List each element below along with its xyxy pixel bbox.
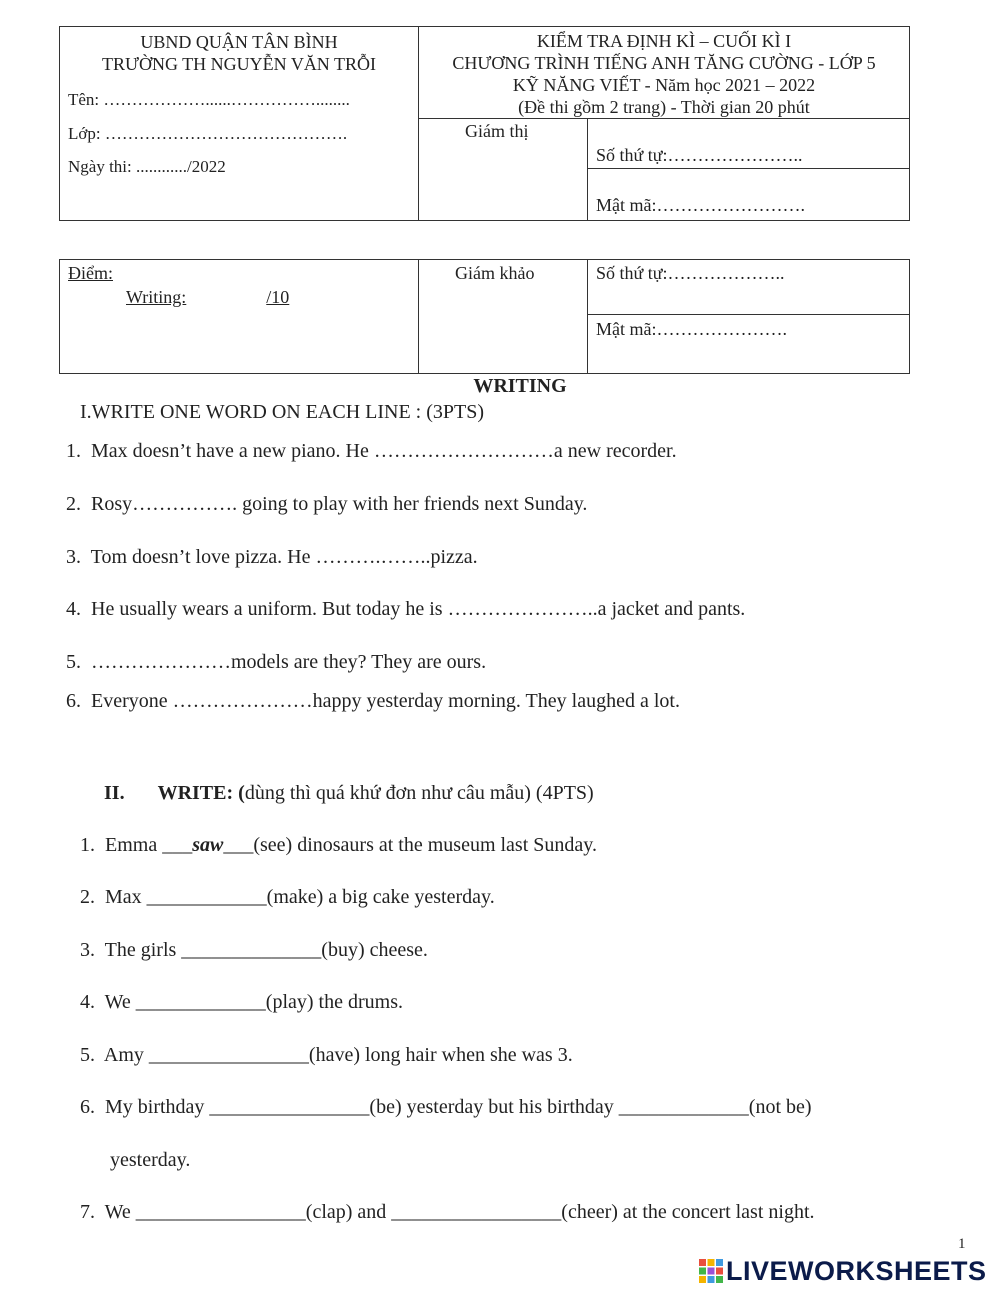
list-item: 4. We _____________(play) the drums. — [80, 991, 403, 1013]
question-text[interactable]: Tom doesn’t love pizza. He ……….……..pizza. — [90, 546, 478, 568]
question-text[interactable]: The girls ______________(buy) cheese. — [104, 939, 428, 961]
score-label: Điểm: — [68, 263, 113, 283]
serial-cell-2 — [588, 260, 910, 315]
proctor-cell — [419, 119, 588, 221]
examiner-cell — [419, 260, 588, 374]
list-item: 5. Amy ________________(have) long hair when she was 3. — [80, 1044, 573, 1066]
question-text[interactable]: We _________________(clap) and _________________(cheer) at the concert last night. — [104, 1201, 815, 1223]
example-item: 1. Emma ___saw___(see) dinosaurs at the museum last Sunday. — [80, 834, 597, 856]
score-table — [59, 259, 910, 374]
writing-score-field[interactable]: /10 — [266, 287, 290, 307]
school-name: TRƯỜNG TH NGUYỄN VĂN TRỖI — [102, 54, 376, 74]
exam-title-cell — [419, 27, 910, 119]
writing-title: WRITING — [473, 375, 567, 397]
score-cell — [60, 260, 419, 374]
list-item-continuation — [110, 1149, 190, 1172]
question-text[interactable]: My birthday ________________(be) yesterday but his birthday _____________(not be) — [105, 1096, 812, 1118]
exam-title: KIỂM TRA ĐỊNH KÌ – CUỐI KÌ I — [536, 31, 792, 51]
logo-blocks-icon — [698, 1258, 724, 1284]
list-item: 3. The girls ______________(buy) cheese. — [80, 939, 428, 961]
name-field[interactable]: Tên: ………………......……………........ — [68, 90, 350, 109]
district-name: UBND QUẬN TÂN BÌNH — [140, 32, 338, 52]
list-item: 5. …………………models are they? They are ours. — [66, 651, 487, 673]
date-field[interactable]: Ngày thi: ............/2022 — [68, 157, 226, 176]
list-item: 7. We _________________(clap) and _________________(cheer) at the concert last night. — [80, 1201, 815, 1223]
question-text[interactable]: Amy ________________(have) long hair when she was 3. — [103, 1044, 573, 1066]
list-item: 2. Rosy……………. going to play with her friends next Sunday. — [66, 493, 588, 515]
list-item: 4. He usually wears a uniform. But today he is …………………..a jacket and pants. — [66, 598, 746, 620]
logo-text: LIVEWORKSHEETS — [726, 1255, 987, 1286]
code-cell-2 — [588, 315, 910, 374]
exam-pages-time: (Đề thi gồm 2 trang) - Thời gian 20 phút — [518, 97, 810, 117]
question-text[interactable]: yesterday. — [110, 1149, 191, 1171]
section1-title: I.WRITE ONE WORD ON EACH LINE : (3PTS) — [80, 401, 485, 423]
serial-field-1[interactable]: Số thứ tự:………………….. — [596, 145, 803, 166]
proctor-label: Giám thị — [465, 121, 529, 142]
liveworksheets-logo[interactable] — [698, 1256, 987, 1286]
examiner-label: Giám khảo — [455, 263, 535, 283]
question-text[interactable]: He usually wears a uniform. But today he is …………………..a jacket and pants. — [91, 598, 746, 620]
exam-skill-year: KỸ NĂNG VIẾT - Năm học 2021 – 2022 — [512, 75, 816, 95]
example-answer: saw — [192, 834, 224, 856]
list-item: 2. Max ____________(make) a big cake yesterday. — [80, 886, 495, 908]
exam-program: CHƯƠNG TRÌNH TIẾNG ANH TĂNG CƯỜNG - LỚP 5 — [452, 53, 876, 73]
list-item: 3. Tom doesn’t love pizza. He ……….……..pizza. — [66, 546, 478, 568]
question-text[interactable]: …………………models are they? They are ours. — [91, 651, 487, 673]
header-info-table — [59, 26, 910, 221]
writing-label: Writing: — [126, 287, 187, 307]
class-field[interactable]: Lớp: ……………………………………. — [68, 124, 348, 143]
question-text[interactable]: Everyone …………………happy yesterday morning. They laughed a lot. — [91, 690, 680, 712]
serial-field-2[interactable]: Số thứ tự:……………….. — [596, 263, 785, 283]
question-text[interactable]: Rosy……………. going to play with her friends next Sunday. — [91, 493, 588, 515]
code-field-1[interactable]: Mật mã:……………………. — [596, 194, 805, 215]
section2-title: II. WRITE: (dùng thì quá khứ đơn như câu mẫu) (4PTS) — [104, 782, 594, 804]
code-field-2[interactable]: Mật mã:…………………. — [596, 319, 787, 339]
page-number: 1 — [958, 1236, 966, 1252]
student-info-cell — [60, 27, 419, 221]
list-item: 6. Everyone …………………happy yesterday morning. They laughed a lot. — [66, 690, 680, 712]
question-text[interactable]: Max doesn’t have a new piano. He ………………………a new recorder. — [91, 440, 677, 462]
code-cell-1 — [588, 168, 910, 220]
question-text[interactable]: Max ____________(make) a big cake yesterday. — [105, 886, 495, 908]
question-text[interactable]: We _____________(play) the drums. — [104, 991, 403, 1013]
list-item: 6. My birthday ________________(be) yesterday but his birthday _____________(not be) — [80, 1096, 812, 1118]
serial-cell-1 — [588, 119, 910, 168]
list-item: 1. Max doesn’t have a new piano. He ………………………a new recorder. — [66, 440, 677, 462]
